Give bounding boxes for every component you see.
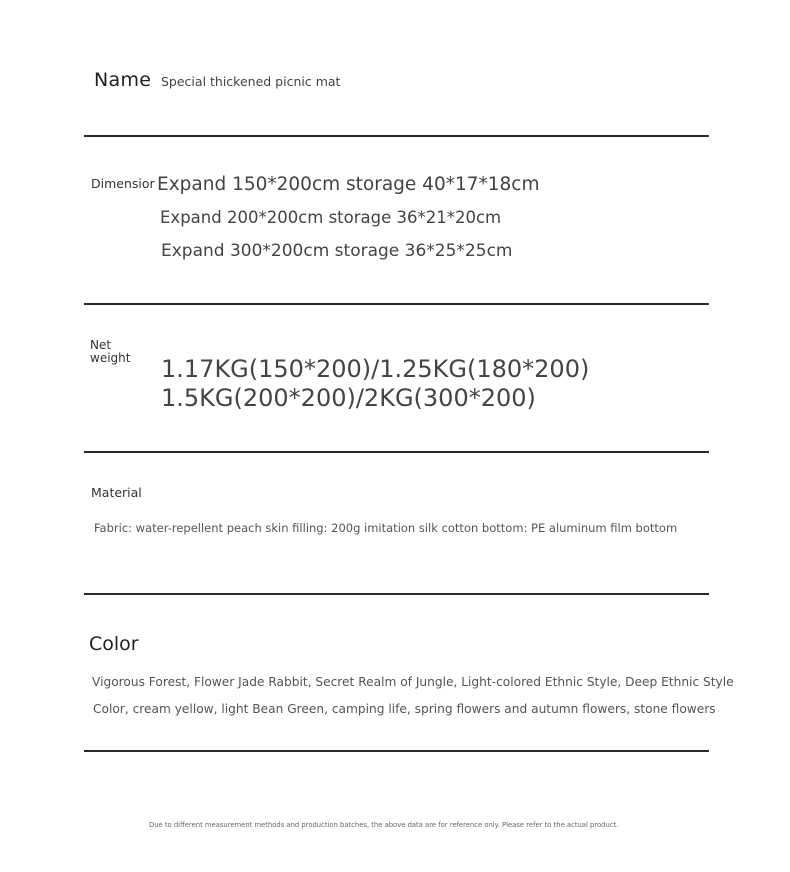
color-line-1: Vigorous Forest, Flower Jade Rabbit, Secret Realm of Jungle, Light-colored Ethnic Style, Deep Ethnic Style	[92, 675, 734, 689]
material-value: Fabric: water-repellent peach skin filling: 200g imitation silk cotton bottom: PE aluminum film bottom	[94, 521, 678, 535]
disclaimer-note: Due to different measurement methods and production batches, the above data are for reference only. Please refer to the actual product.	[149, 821, 619, 829]
divider	[84, 303, 709, 305]
color-line-2: Color, cream yellow, light Bean Green, camping life, spring flowers and autumn flowers, stone flowers	[93, 702, 716, 716]
dimension-line-3: Expand 300*200cm storage 36*25*25cm	[161, 241, 513, 261]
divider	[84, 750, 709, 752]
name-value: Special thickened picnic mat	[161, 74, 341, 89]
divider	[84, 135, 709, 137]
color-label: Color	[89, 633, 139, 655]
material-label: Material	[91, 485, 142, 500]
net-weight-line-1: 1.17KG(150*200)/1.25KG(180*200)	[161, 355, 590, 383]
net-weight-label: Net weight	[90, 338, 131, 365]
name-label: Name	[94, 69, 152, 91]
net-weight-line-2: 1.5KG(200*200)/2KG(300*200)	[161, 384, 536, 412]
divider	[84, 451, 709, 453]
dimension-line-1: Expand 150*200cm storage 40*17*18cm	[157, 174, 540, 195]
dimensions-label: Dimensior	[91, 176, 155, 191]
divider	[84, 593, 709, 595]
dimension-line-2: Expand 200*200cm storage 36*21*20cm	[160, 208, 502, 227]
